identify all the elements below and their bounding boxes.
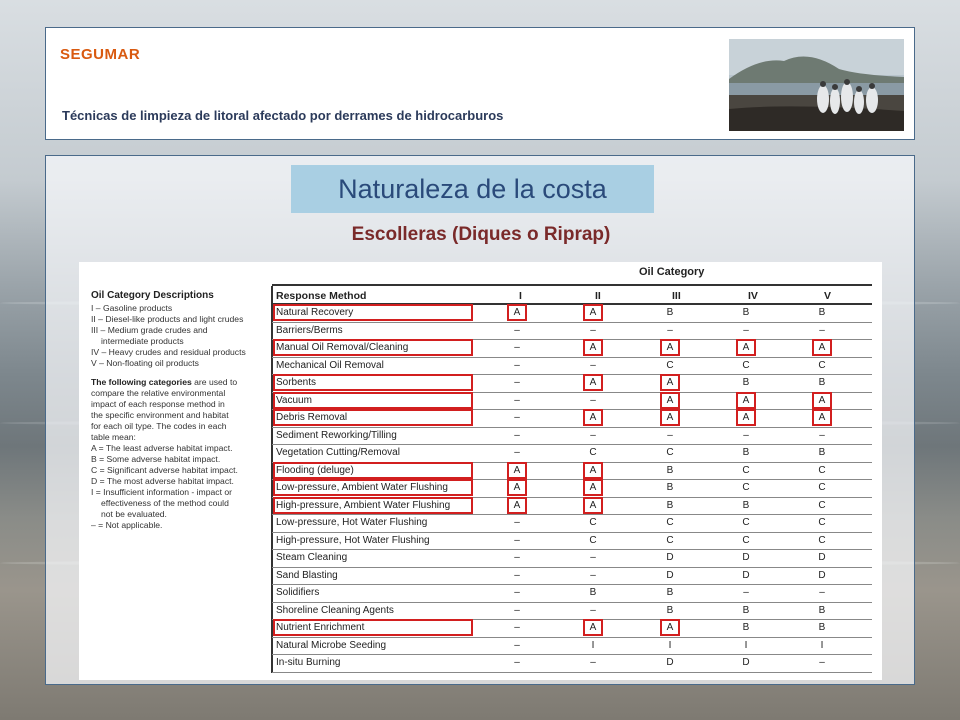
code-line: D = The most adverse habitat impact. [91,476,234,486]
brand-title: SEGUMAR [60,46,141,63]
impact-code-cell: – [819,429,825,441]
impact-code-cell: C [666,359,674,371]
response-method-cell: High-pressure, Ambient Water Flushing [276,499,451,511]
impact-code-cell: – [514,552,520,563]
impact-code-cell: – [590,394,596,406]
impact-code-cell: – [514,587,520,598]
impact-code-cell: C [742,482,750,493]
impact-code-cell: I [668,639,672,651]
impact-code-cell: B [818,604,826,616]
impact-code-cell: D [818,552,826,563]
impact-code-cell: I [591,639,595,651]
cell-highlight-box [812,409,832,426]
response-method-cell: Sediment Reworking/Tilling [276,429,397,441]
impact-code-cell: – [514,359,520,371]
code-line: C = Significant adverse habitat impact. [91,465,238,475]
impact-code-cell: A [513,464,521,476]
impact-code-cell: – [667,324,673,336]
table-row [272,375,872,393]
cell-highlight-box [660,392,680,409]
impact-code-cell: D [742,657,750,668]
impact-code-cell: A [589,482,597,493]
intro-line: for each oil type. The codes in each [91,421,227,431]
code-line: I = Insufficient information - impact or [91,487,232,497]
impact-code-cell: C [666,447,674,458]
table-row [272,533,872,551]
impact-code-cell: B [666,482,674,493]
impact-code-cell: B [742,604,750,616]
impact-code-cell: A [666,377,674,388]
impact-code-cell: B [666,464,674,476]
impact-code-cell: – [590,429,596,441]
impact-code-cell: B [666,307,674,318]
table-row [272,393,872,411]
table-row [272,620,872,638]
impact-code-cell: A [589,307,597,318]
category-line: I – Gasoline products [91,303,173,313]
response-method-cell: Natural Microbe Seeding [276,639,387,651]
impact-code-cell: C [818,534,826,546]
impact-code-cell: B [742,377,750,388]
cell-highlight-box [583,374,603,391]
table-row [272,305,872,323]
impact-code-cell: C [742,359,750,371]
category-line: III – Medium grade crudes and [91,325,208,335]
cell-highlight-box [507,304,527,321]
impact-code-cell: C [742,464,750,476]
impact-code-cell: B [666,604,674,616]
table-row [272,358,872,376]
impact-code-cell: C [818,517,826,528]
code-line: – = Not applicable. [91,520,163,530]
oil-category-column-header: I [519,290,522,302]
table-row [272,655,872,673]
impact-code-cell: – [514,639,520,651]
section-title: Escolleras (Diques o Riprap) [351,224,611,245]
category-line: intermediate products [101,336,184,346]
cell-highlight-box [507,497,527,514]
cell-highlight-box [736,339,756,356]
impact-code-cell: – [819,324,825,336]
impact-code-cell: B [742,447,750,458]
response-method-cell: Vegetation Cutting/Removal [276,447,400,458]
intro-line: are used to [194,377,238,387]
cell-highlight-box [812,339,832,356]
table-row [272,428,872,446]
intro-line: table mean: [91,432,136,442]
content-panel [45,155,915,685]
impact-code-cell: – [514,569,520,581]
impact-code-cell: – [514,394,520,406]
response-methods-table [79,262,882,680]
impact-code-cell: C [666,517,674,528]
impact-code-cell: – [514,657,520,668]
response-method-cell: In-situ Burning [276,657,341,668]
cell-highlight-box [583,479,603,496]
response-method-cell: Mechanical Oil Removal [276,359,384,371]
impact-code-cell: – [514,342,520,353]
impact-code-cell: B [818,622,826,633]
table-row [272,603,872,621]
impact-code-cell: – [590,604,596,616]
table-row [272,515,872,533]
impact-code-cell: – [514,622,520,633]
impact-code-cell: A [589,464,597,476]
category-line: IV – Heavy crudes and residual products [91,347,246,357]
impact-code-cell: – [743,587,749,598]
cell-highlight-box [583,409,603,426]
cell-highlight-box [736,392,756,409]
impact-code-cell: A [666,342,674,353]
impact-code-cell: – [514,377,520,388]
impact-code-cell: A [589,377,597,388]
impact-code-cell: A [513,307,521,318]
impact-code-cell: B [666,499,674,511]
descriptions-heading: Oil Category Descriptions [91,290,214,301]
impact-code-cell: D [818,569,826,581]
impact-code-cell: C [818,482,826,493]
code-line: effectiveness of the method could [101,498,229,508]
impact-code-cell: A [742,342,750,353]
impact-code-cell: C [818,499,826,511]
oil-category-descriptions [91,290,261,531]
category-line: II – Diesel-like products and light crudes [91,314,244,324]
response-method-cell: Sand Blasting [276,569,338,581]
table-row [272,323,872,341]
impact-code-cell: – [514,517,520,528]
impact-code-cell: C [589,534,597,546]
impact-code-cell: – [590,657,596,668]
impact-code-cell: – [743,324,749,336]
impact-code-cell: A [818,342,826,353]
impact-code-cell: C [666,534,674,546]
slide-title: Naturaleza de la costa [291,165,654,213]
response-method-cell: High-pressure, Hot Water Flushing [276,534,430,546]
response-method-cell: Solidifiers [276,587,320,598]
oil-category-column-header: III [672,290,681,302]
intro-bold: The following categories [91,377,192,387]
impact-code-cell: C [742,517,750,528]
response-method-cell: Low-pressure, Hot Water Flushing [276,517,428,528]
intro-line: compare the relative environmental [91,388,226,398]
response-method-cell: Manual Oil Removal/Cleaning [276,342,409,353]
impact-code-cell: B [742,307,750,318]
impact-code-cell: A [818,412,826,423]
impact-code-cell: D [666,569,674,581]
cell-highlight-box [660,374,680,391]
response-method-cell: Shoreline Cleaning Agents [276,604,394,616]
impact-code-cell: – [590,569,596,581]
impact-code-cell: – [514,429,520,441]
impact-code-cell: C [589,517,597,528]
oil-category-header: Oil Category [639,266,705,278]
impact-code-cell: B [742,622,750,633]
impact-code-cell: D [742,569,750,581]
impact-code-cell: – [590,359,596,371]
response-method-cell: Sorbents [276,377,317,388]
impact-code-cell: – [514,604,520,616]
impact-code-cell: – [514,534,520,546]
impact-code-cell: B [742,499,750,511]
impact-code-cell: A [666,622,674,633]
table-row [272,480,872,498]
impact-code-cell: A [589,499,597,511]
impact-code-cell: D [666,657,674,668]
cell-highlight-box [583,497,603,514]
response-method-cell: Debris Removal [276,412,348,423]
impact-code-cell: – [667,429,673,441]
impact-code-cell: – [590,324,596,336]
cell-highlight-box [812,392,832,409]
response-method-cell: Barriers/Berms [276,324,343,336]
intro-line: impact of each response method in [91,399,225,409]
impact-code-cell: A [513,499,521,511]
impact-code-cell: C [742,534,750,546]
code-line: A = The least adverse habitat impact. [91,443,233,453]
header-panel [45,27,915,140]
category-line: V – Non-floating oil products [91,358,199,368]
impact-code-cell: D [666,552,674,563]
impact-code-cell: B [666,587,674,598]
response-method-cell: Low-pressure, Ambient Water Flushing [276,482,448,493]
header-subtitle: Técnicas de limpieza de litoral afectado por derrames de hidrocarburos [62,108,504,123]
impact-code-cell: A [742,412,750,423]
oil-category-column-header: V [824,290,832,302]
cell-highlight-box [660,409,680,426]
header-rule [272,284,872,286]
cell-highlight-box [583,462,603,479]
response-method-cell: Flooding (deluge) [276,464,354,476]
impact-code-cell: B [818,447,826,458]
table-row [272,340,872,358]
impact-code-cell: A [742,394,750,406]
impact-code-cell: – [514,447,520,458]
code-line: B = Some adverse habitat impact. [91,454,221,464]
impact-code-cell: – [743,429,749,441]
impact-code-cell: A [818,394,826,406]
intro-line: the specific environment and habitat [91,410,229,420]
impact-code-cell: – [514,412,520,423]
table-row [272,568,872,586]
impact-code-cell: – [590,552,596,563]
table-row [272,638,872,656]
impact-code-cell: B [818,307,826,318]
impact-code-cell: A [666,412,674,423]
table-row [272,463,872,481]
cell-highlight-box [736,409,756,426]
cell-highlight-box [660,339,680,356]
cell-highlight-box [583,304,603,321]
response-method-cell: Natural Recovery [276,307,354,318]
oil-category-column-header: II [595,290,601,302]
cell-highlight-box [507,479,527,496]
impact-code-cell: – [819,587,825,598]
cell-highlight-box [583,619,603,636]
table-row [272,445,872,463]
table-row [272,585,872,603]
impact-code-cell: A [589,342,597,353]
impact-code-cell: A [666,394,674,406]
impact-code-cell: A [589,622,597,633]
table-row [272,550,872,568]
impact-code-cell: C [818,464,826,476]
impact-code-cell: I [820,639,824,651]
impact-code-cell: C [589,447,597,458]
impact-code-cell: A [513,482,521,493]
shoreline-cleanup-photo [729,39,904,131]
oil-category-column-header: IV [748,290,758,302]
response-method-header: Response Method [276,290,367,302]
impact-code-cell: C [818,359,826,371]
table-row [272,498,872,516]
response-method-cell: Steam Cleaning [276,552,348,563]
response-method-cell: Nutrient Enrichment [276,622,365,633]
impact-code-cell: – [819,657,825,668]
table-row [272,410,872,428]
impact-code-cell: A [589,412,597,423]
cell-highlight-box [660,619,680,636]
cell-highlight-box [507,462,527,479]
cell-highlight-box [583,339,603,356]
impact-code-cell: B [818,377,826,388]
impact-code-cell: D [742,552,750,563]
impact-code-cell: B [589,587,597,598]
code-line: not be evaluated. [101,509,167,519]
impact-code-cell: – [514,324,520,336]
response-method-cell: Vacuum [276,394,312,406]
impact-code-cell: I [744,639,748,651]
